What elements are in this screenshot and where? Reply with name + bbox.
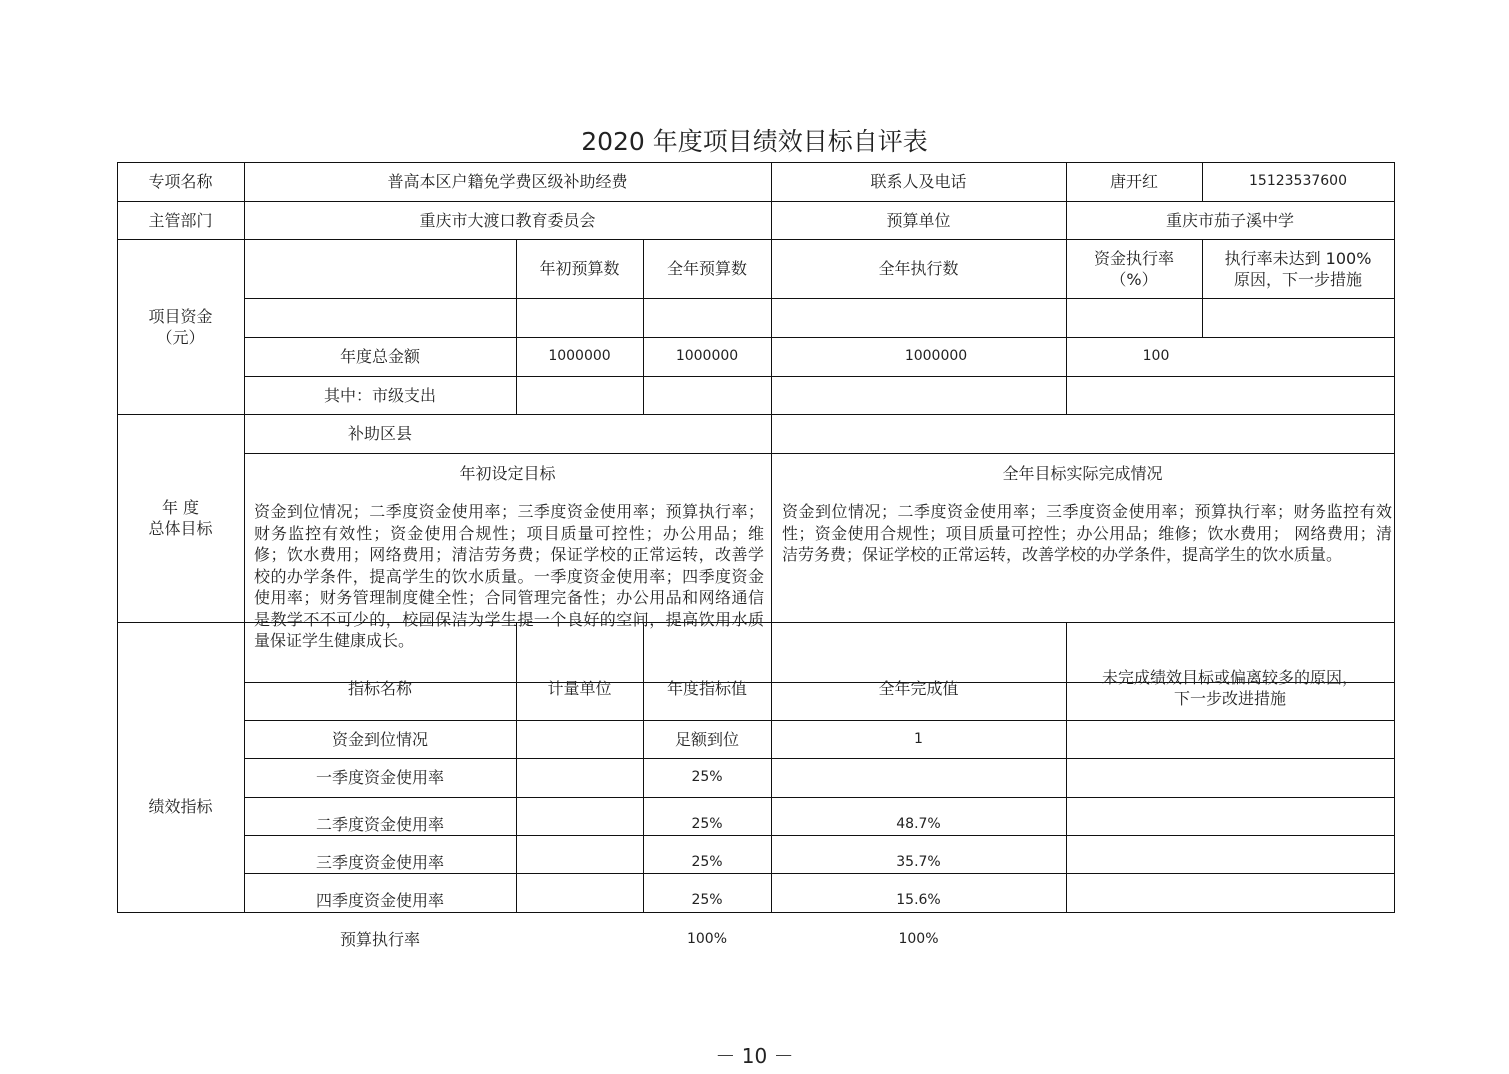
page-title: 2020 年度项目绩效目标自评表 (581, 127, 928, 156)
indicator-target: 25% (691, 891, 723, 908)
project-name-label: 专项名称 (148, 172, 213, 191)
contact-label: 联系人及电话 (870, 172, 967, 191)
initial-goal-header: 年初设定目标 (459, 463, 556, 483)
header-indicator-name: 指标名称 (347, 678, 412, 698)
department-value: 重庆市大渡口教育委员会 (419, 210, 596, 230)
header-deviation-reason: 未完成绩效目标或偏离较多的原因， 下一步改进措施 (1101, 668, 1358, 708)
department-label: 主管部门 (148, 210, 213, 230)
indicator-target: 足额到位 (674, 729, 739, 749)
rule (1394, 162, 1395, 912)
indicator-target: 25% (691, 769, 723, 785)
indicator-target: 25% (691, 815, 723, 832)
total-rate: 100 (1142, 348, 1170, 364)
performance-label: 绩效指标 (148, 796, 213, 816)
indicator-name: 四季度资金使用率 (315, 890, 444, 910)
rule (117, 912, 1395, 913)
total-executed: 1000000 (904, 348, 968, 364)
actual-goal-header: 全年目标实际完成情况 (1002, 463, 1163, 483)
page-number: － 10 － (715, 1044, 794, 1068)
indicator-name: 二季度资金使用率 (315, 814, 444, 834)
indicator-completed: 100% (898, 930, 939, 947)
rule (516, 622, 517, 912)
indicator-name: 资金到位情况 (331, 729, 428, 749)
contact-name: 唐开红 (1109, 172, 1158, 191)
contact-phone: 15123537600 (1249, 173, 1347, 189)
actual-goal-text: 资金到位情况；二季度资金使用率；三季度资金使用率；预算执行率；财务监控有效性；资金使用合规性；项目质量可控性；办公用品；维修；饮水费用； 网络费用；清洁劳务费；保证学校的正常运转，改善学校的办学条件，提高学生的饮水质量。 (782, 502, 1392, 564)
header-target: 年度指标值 (666, 678, 747, 698)
indicator-name: 一季度资金使用率 (315, 768, 444, 787)
indicator-name: 三季度资金使用率 (315, 852, 444, 872)
goals-label: 年 度 总体目标 (148, 498, 213, 538)
initial-goal-text: 资金到位情况；二季度资金使用率；三季度资金使用率；预算执行率；财务监控有效性；资金使用合规性；项目质量可控性；办公用品；维修；饮水费用；网络费用；清洁劳务费；保证学校的正常运转，改善学校的办学条件，提高学生的饮水质量。一季度资金使用率；四季度资金使用率；财务管理制度健全性；合同管理完备性；办公用品和网络通信是教学不不可少的，校园保洁为学生提一个良好的空间，提高饮用水质量保证学生健康成长。 (254, 502, 764, 650)
budget-unit-value: 重庆市茄子溪中学 (1165, 210, 1294, 230)
indicator-completed: 35.7% (896, 853, 941, 870)
header-completed: 全年完成值 (878, 678, 959, 698)
rule (244, 797, 1395, 798)
indicator-completed: 1 (914, 730, 923, 747)
header-full-budget: 全年预算数 (666, 259, 747, 278)
total-initial: 1000000 (548, 348, 611, 364)
indicator-name: 预算执行率 (339, 929, 420, 949)
indicator-completed: 15.6% (896, 891, 941, 908)
indicator-target: 100% (686, 930, 728, 947)
indicator-target: 25% (691, 853, 723, 870)
header-initial-budget: 年初预算数 (539, 259, 620, 278)
header-rate-reason: 执行率未达到 100% 原因，下一步措施 (1224, 248, 1372, 289)
rule (244, 298, 1395, 299)
indicator-completed: 48.7% (896, 815, 941, 832)
city-expense-label: 其中：市级支出 (323, 385, 436, 405)
header-unit: 计量单位 (547, 678, 612, 698)
total-label: 年度总金额 (339, 347, 420, 366)
funds-label: 项目资金 （元） (148, 306, 213, 347)
header-executed: 全年执行数 (878, 259, 959, 278)
rule (244, 162, 245, 912)
budget-unit-label: 预算单位 (886, 210, 951, 230)
header-exec-rate: 资金执行率 （%） (1093, 248, 1174, 289)
project-name-value: 普高本区户籍免学费区级补助经费 (387, 172, 628, 191)
district-label: 补助区县 (347, 424, 412, 443)
total-full: 1000000 (675, 348, 739, 364)
